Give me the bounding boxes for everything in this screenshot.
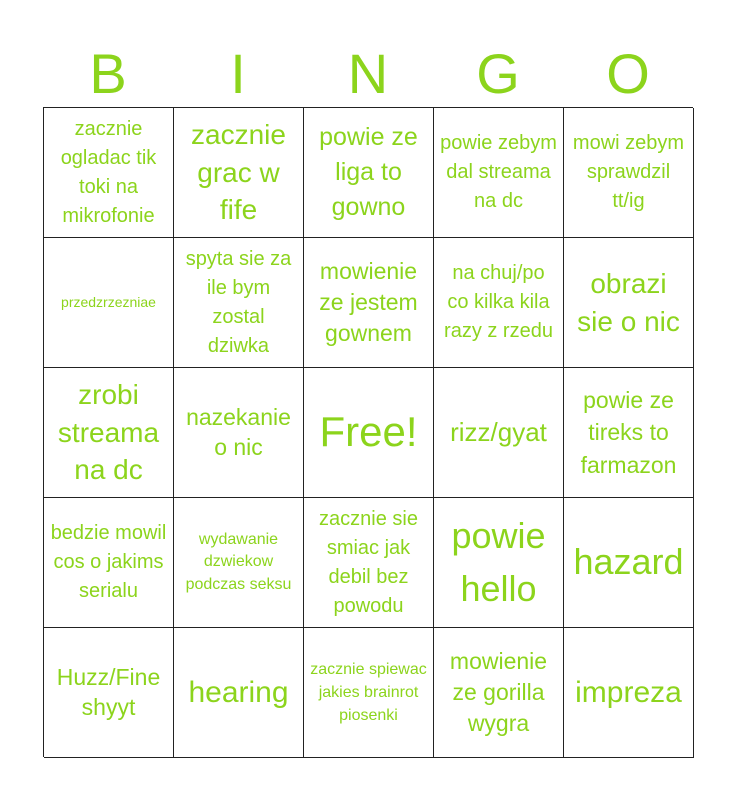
cell-text: mowienie ze gorilla wygra <box>449 647 548 737</box>
bingo-cell-n5[interactable] <box>304 628 434 758</box>
cell-text: impreza <box>575 675 682 709</box>
bingo-cell-n2[interactable] <box>304 238 434 368</box>
bingo-cell-g3[interactable] <box>434 368 564 498</box>
bingo-cell-o5[interactable] <box>564 628 694 758</box>
cell-text: hazard <box>573 541 684 583</box>
cell-text: wydawanie dzwiekow podczas seksu <box>185 530 292 593</box>
cell-text: bedzie mowil cos o jakims serialu <box>50 522 167 602</box>
cell-text: przedzrzezniae <box>61 294 156 311</box>
bingo-cell-i1[interactable] <box>174 108 304 238</box>
cell-text: na chuj/po co kilka kila razy z rzedu <box>444 262 553 342</box>
bingo-cell-o3[interactable] <box>564 368 694 498</box>
cell-text: hearing <box>188 675 289 709</box>
bingo-cell-b4[interactable] <box>44 498 174 628</box>
cell-text: mowienie ze jestem gownem <box>319 257 418 347</box>
header-letter-g: G <box>476 42 520 105</box>
bingo-header <box>43 40 693 108</box>
header-letter-n: N <box>347 42 389 105</box>
cell-text: powie ze liga to gowno <box>319 123 418 221</box>
bingo-cell-o2[interactable] <box>564 238 694 368</box>
bingo-cell-i4[interactable] <box>174 498 304 628</box>
bingo-cell-i2[interactable] <box>174 238 304 368</box>
bingo-cell-b5[interactable] <box>44 628 174 758</box>
bingo-cell-free[interactable] <box>304 368 434 498</box>
bingo-cell-g5[interactable] <box>434 628 564 758</box>
cell-text: zacznie grac w fife <box>191 118 286 226</box>
header-letter-i: I <box>230 42 246 105</box>
cell-text: zacznie spiewac jakies brainrot piosenki <box>310 660 427 725</box>
bingo-cell-n1[interactable] <box>304 108 434 238</box>
bingo-cell-o1[interactable] <box>564 108 694 238</box>
cell-text: zrobi streama na dc <box>57 378 160 486</box>
bingo-cell-i5[interactable] <box>174 628 304 758</box>
bingo-cell-b3[interactable] <box>44 368 174 498</box>
bingo-cell-g4[interactable] <box>434 498 564 628</box>
bingo-board <box>43 107 693 757</box>
bingo-cell-i3[interactable] <box>174 368 304 498</box>
bingo-cell-g1[interactable] <box>434 108 564 238</box>
cell-text: powie hello <box>451 515 546 609</box>
cell-text: Huzz/Fine shyyt <box>56 663 161 720</box>
free-space-text: Free! <box>319 408 418 456</box>
cell-text: rizz/gyat <box>450 416 547 447</box>
cell-text: mowi zebym sprawdzil tt/ig <box>572 132 685 212</box>
bingo-cell-o4[interactable] <box>564 498 694 628</box>
cell-text: zacznie ogladac tik toki na mikrofonie <box>60 117 157 227</box>
cell-text: spyta sie za ile bym zostal dziwka <box>185 247 292 357</box>
cell-text: nazekanie o nic <box>186 403 291 460</box>
header-letter-b: B <box>89 42 127 105</box>
header-letter-o: O <box>606 42 650 105</box>
bingo-cell-g2[interactable] <box>434 238 564 368</box>
cell-text: zacznie sie smiac jak debil bez powodu <box>319 507 418 617</box>
cell-text: powie zebym dal streama na dc <box>440 132 557 212</box>
cell-text: powie ze tireks to farmazon <box>580 387 677 478</box>
bingo-cell-b2[interactable] <box>44 238 174 368</box>
bingo-cell-b1[interactable] <box>44 108 174 238</box>
cell-text: obrazi sie o nic <box>577 267 680 337</box>
bingo-cell-n4[interactable] <box>304 498 434 628</box>
